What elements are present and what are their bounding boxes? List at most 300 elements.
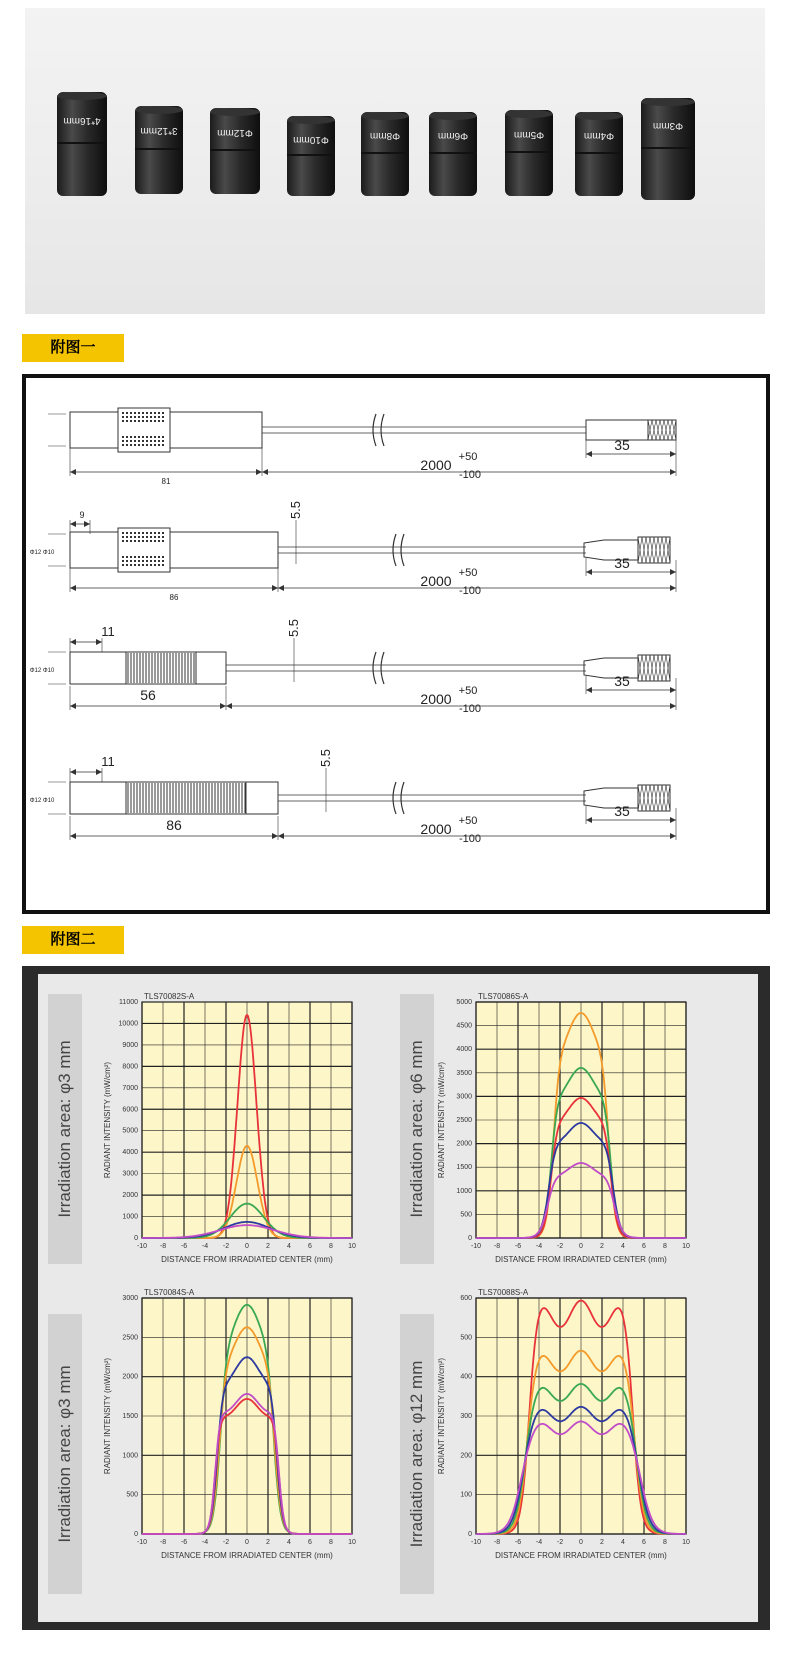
connector-length-label: 35 <box>614 803 630 819</box>
clamp-dot <box>142 416 144 418</box>
body-length-label: 81 <box>161 477 171 486</box>
arrow-head <box>670 833 676 839</box>
chart-title: TLS70084S-A <box>144 1288 195 1297</box>
clamp-dot <box>162 412 164 414</box>
side-label-4: Irradiation area: φ12 mm <box>400 1314 434 1594</box>
x-tick-label: -8 <box>493 1539 501 1546</box>
lens-product <box>135 106 183 194</box>
clamp-dot <box>158 532 160 534</box>
clamp-dot <box>134 436 136 438</box>
cable-break <box>393 782 396 814</box>
x-tick-label: 8 <box>663 1243 667 1250</box>
clamp-dot <box>130 420 132 422</box>
clamp-dot <box>142 420 144 422</box>
connector-body <box>584 788 638 808</box>
x-tick-label: 10 <box>682 1243 690 1250</box>
arrow-head <box>670 703 676 709</box>
chart-panel <box>22 966 770 1630</box>
clamp-dot <box>126 420 128 422</box>
clamp-dot <box>146 420 148 422</box>
lens-band <box>641 147 695 149</box>
clamp-dot <box>130 444 132 446</box>
x-tick-label: 4 <box>287 1243 291 1250</box>
clamp-dot <box>158 420 160 422</box>
x-tick-label: 4 <box>621 1539 625 1546</box>
technical-drawing-panel <box>22 374 770 914</box>
clamp-dot <box>162 556 164 558</box>
clamp-dot <box>146 412 148 414</box>
clamp-dot <box>150 560 152 562</box>
clamp-dot <box>126 444 128 446</box>
clamp-dot <box>146 540 148 542</box>
y-tick-label: 0 <box>134 1235 138 1242</box>
x-tick-label: 10 <box>348 1539 356 1546</box>
y-axis-label: RADIANT INTENSITY (mW/cm²) <box>437 1061 446 1179</box>
lens-band <box>57 142 107 144</box>
clamp-dot <box>162 536 164 538</box>
connector-length-label: 35 <box>614 437 630 453</box>
clamp-dot <box>158 412 160 414</box>
clamp-dot <box>142 540 144 542</box>
lens-product <box>505 110 553 196</box>
y-tick-label: 0 <box>468 1531 472 1538</box>
x-tick-label: -2 <box>222 1539 230 1546</box>
clamp-dot <box>162 560 164 562</box>
clamp-dot <box>142 444 144 446</box>
clamp-dot <box>142 560 144 562</box>
clamp-dot <box>122 564 124 566</box>
clamp-dot <box>154 532 156 534</box>
tolerance-minus: -100 <box>458 833 482 845</box>
arrow-head <box>272 833 278 839</box>
y-tick-label: 300 <box>460 1413 472 1420</box>
probe-body <box>70 532 278 568</box>
clamp-dot <box>158 536 160 538</box>
offset-label: 11 <box>101 624 115 639</box>
clamp-dot <box>134 564 136 566</box>
x-tick-label: -8 <box>493 1243 501 1250</box>
y-tick-label: 2000 <box>456 1140 472 1148</box>
x-tick-label: -4 <box>201 1243 209 1250</box>
clamp-dot <box>130 532 132 534</box>
clamp-dot <box>162 436 164 438</box>
cable-diameter-label: 5.5 <box>288 500 303 520</box>
x-tick-label: 10 <box>682 1539 690 1546</box>
cable-break <box>373 652 376 684</box>
clamp-dot <box>130 412 132 414</box>
lens-label: Φ6mm <box>437 130 469 142</box>
arrow-head <box>586 451 592 457</box>
arrow-head <box>670 569 676 575</box>
arrow-head <box>96 639 102 645</box>
ribbed-section <box>126 782 246 814</box>
clamp-dot <box>158 556 160 558</box>
y-tick-label: 1000 <box>122 1213 138 1221</box>
y-tick-label: 2000 <box>122 1373 138 1381</box>
clamp-dot <box>150 412 152 414</box>
clamp-dot <box>158 560 160 562</box>
clamp-dot <box>158 444 160 446</box>
clamp-dot <box>162 444 164 446</box>
connector-body <box>584 658 638 678</box>
clamp-dot <box>158 440 160 442</box>
x-tick-label: 2 <box>266 1539 270 1546</box>
clamp-dot <box>150 444 152 446</box>
x-axis-label: DISTANCE FROM IRRADIATED CENTER (mm) <box>495 1551 667 1560</box>
y-tick-label: 8000 <box>122 1063 138 1071</box>
clamp-dot <box>146 536 148 538</box>
chart-title: TLS70086S-A <box>478 992 529 1001</box>
clamp-dot <box>150 420 152 422</box>
clamp-dot <box>126 536 128 538</box>
diameter-note: Φ12 Φ10 <box>29 550 55 556</box>
y-tick-label: 500 <box>460 1334 472 1342</box>
y-axis-label: RADIANT INTENSITY (mW/cm²) <box>437 1357 446 1475</box>
intensity-charts <box>38 974 758 1622</box>
clamp-dot <box>162 416 164 418</box>
arrow-head <box>70 703 76 709</box>
y-tick-label: 500 <box>126 1491 138 1499</box>
arrow-head <box>256 469 262 475</box>
clamp-dot <box>126 436 128 438</box>
clamp-dot <box>162 564 164 566</box>
y-tick-label: 7000 <box>122 1084 138 1092</box>
x-axis-label: DISTANCE FROM IRRADIATED CENTER (mm) <box>161 1551 333 1560</box>
clamp-dot <box>138 444 140 446</box>
tolerance-minus: -100 <box>458 469 482 481</box>
arrow-head <box>220 703 226 709</box>
clamp-dot <box>130 440 132 442</box>
x-tick-label: 8 <box>329 1243 333 1250</box>
cable-length-label: 2000 <box>420 821 452 837</box>
y-tick-label: 3000 <box>122 1295 138 1302</box>
arrow-head <box>278 585 284 591</box>
body-length-label: 86 <box>166 817 182 833</box>
arrow-head <box>670 469 676 475</box>
y-tick-label: 4500 <box>456 1022 472 1030</box>
y-tick-label: 9000 <box>122 1041 138 1049</box>
y-tick-label: 0 <box>468 1235 472 1242</box>
arrow-head <box>70 639 76 645</box>
arrow-head <box>670 451 676 457</box>
tolerance-minus: -100 <box>458 585 482 597</box>
clamp-dot <box>142 564 144 566</box>
clamp-dot <box>134 560 136 562</box>
cable-length-label: 2000 <box>420 691 452 707</box>
arrow-head <box>586 569 592 575</box>
lens-band <box>575 152 623 154</box>
y-tick-label: 0 <box>134 1531 138 1538</box>
tolerance-plus: +50 <box>458 567 478 579</box>
clamp-dot <box>138 412 140 414</box>
clamp-dot <box>138 536 140 538</box>
clamp-dot <box>122 540 124 542</box>
diameter-note: Φ12 Φ10 <box>29 668 55 674</box>
clamp-dot <box>142 536 144 538</box>
clamp-dot <box>122 532 124 534</box>
x-tick-label: -2 <box>222 1243 230 1250</box>
tolerance-plus: +50 <box>458 451 478 463</box>
lens-band <box>287 154 335 156</box>
x-tick-label: 2 <box>600 1243 604 1250</box>
lens-band <box>361 152 409 154</box>
arrow-head <box>84 521 90 527</box>
lens-product <box>287 116 335 196</box>
clamp-dot <box>154 436 156 438</box>
x-tick-label: -6 <box>514 1243 522 1250</box>
x-tick-label: 0 <box>245 1539 249 1546</box>
clamp-dot <box>154 412 156 414</box>
clamp-dot <box>154 560 156 562</box>
tolerance-plus: +50 <box>458 685 478 697</box>
clamp-dot <box>158 540 160 542</box>
cable-diameter-label: 5.5 <box>286 618 301 638</box>
lens-product <box>210 108 260 194</box>
clamp-dot <box>154 420 156 422</box>
x-tick-label: -10 <box>136 1243 148 1250</box>
clamp-dot <box>134 420 136 422</box>
lens-product <box>575 112 623 196</box>
arrow-head <box>586 687 592 693</box>
y-tick-label: 3000 <box>122 1170 138 1178</box>
clamp-dot <box>154 416 156 418</box>
x-tick-label: 6 <box>642 1539 646 1546</box>
clamp-dot <box>146 440 148 442</box>
side-label-2: Irradiation area: φ6 mm <box>400 994 434 1264</box>
y-tick-label: 200 <box>460 1452 472 1460</box>
y-tick-label: 2500 <box>456 1117 472 1124</box>
clamp-dot <box>162 420 164 422</box>
arrow-head <box>70 521 76 527</box>
figure2-tag: 附图二 <box>22 926 124 954</box>
x-tick-label: 10 <box>348 1243 356 1250</box>
y-tick-label: 100 <box>460 1491 472 1499</box>
y-tick-label: 4000 <box>456 1046 472 1054</box>
cable-break <box>401 782 404 814</box>
offset-label: 9 <box>79 510 85 520</box>
clamp-dot <box>134 416 136 418</box>
x-tick-label: -8 <box>159 1243 167 1250</box>
y-tick-label: 11000 <box>119 999 138 1006</box>
arrow-head <box>670 817 676 823</box>
clamp-dot <box>146 560 148 562</box>
technical-drawings <box>26 378 766 910</box>
y-tick-label: 4000 <box>122 1149 138 1157</box>
lens-label: 3*12mm <box>140 125 178 137</box>
y-tick-label: 400 <box>460 1373 472 1381</box>
lens-band <box>210 149 260 151</box>
clamp-dot <box>142 532 144 534</box>
clamp-dot <box>138 416 140 418</box>
clamp-dot <box>138 556 140 558</box>
cable-break <box>401 534 404 566</box>
x-tick-label: 6 <box>642 1243 646 1250</box>
lens-label: Φ10mm <box>293 133 329 145</box>
clamp-dot <box>130 564 132 566</box>
clamp-dot <box>150 540 152 542</box>
offset-label: 11 <box>101 754 115 769</box>
figure1-tag: 附图一 <box>22 334 124 362</box>
connector-length-label: 35 <box>614 555 630 571</box>
clamp-dot <box>146 564 148 566</box>
clamp-dot <box>158 416 160 418</box>
x-axis-label: DISTANCE FROM IRRADIATED CENTER (mm) <box>161 1255 333 1264</box>
arrow-head <box>70 833 76 839</box>
lens-band <box>135 148 183 150</box>
clamp-dot <box>138 564 140 566</box>
y-tick-label: 1000 <box>456 1187 472 1195</box>
clamp-dot <box>138 436 140 438</box>
arrow-head <box>96 769 102 775</box>
cable-length-label: 2000 <box>420 457 452 473</box>
cable-break <box>381 414 384 446</box>
clamp-dot <box>130 560 132 562</box>
arrow-head <box>262 469 268 475</box>
lens-band <box>429 152 477 154</box>
clamp-dot <box>146 532 148 534</box>
clamp-dot <box>130 540 132 542</box>
lens-label: Φ12mm <box>217 126 253 138</box>
side-label-3: Irradiation area: φ3 mm <box>48 1314 82 1594</box>
x-tick-label: -6 <box>180 1539 188 1546</box>
body-length-label: 86 <box>169 593 179 602</box>
connector-body <box>584 540 638 560</box>
clamp-dot <box>154 440 156 442</box>
clamp-dot <box>122 536 124 538</box>
product-photo <box>25 8 765 314</box>
x-tick-label: -10 <box>470 1243 482 1250</box>
clamp-dot <box>146 416 148 418</box>
x-tick-label: -6 <box>180 1243 188 1250</box>
clamp-dot <box>138 532 140 534</box>
lens-product <box>361 112 409 196</box>
arrow-head <box>226 703 232 709</box>
x-tick-label: 6 <box>308 1539 312 1546</box>
body-length-label: 56 <box>140 687 156 703</box>
y-tick-label: 2000 <box>122 1192 138 1200</box>
clamp-dot <box>134 556 136 558</box>
clamp-dot <box>154 444 156 446</box>
clamp-dot <box>122 556 124 558</box>
x-tick-label: -2 <box>556 1243 564 1250</box>
chart-title: TLS70088S-A <box>478 1288 529 1297</box>
x-tick-label: -8 <box>159 1539 167 1546</box>
clamp-dot <box>126 532 128 534</box>
x-axis-label: DISTANCE FROM IRRADIATED CENTER (mm) <box>495 1255 667 1264</box>
arrow-head <box>670 585 676 591</box>
cable-length-label: 2000 <box>420 573 452 589</box>
x-tick-label: -4 <box>535 1539 543 1546</box>
clamp-dot <box>134 444 136 446</box>
connector-length-label: 35 <box>614 673 630 689</box>
y-tick-label: 5000 <box>456 999 472 1006</box>
clamp-dot <box>126 416 128 418</box>
clamp-dot <box>122 440 124 442</box>
clamp-dot <box>126 556 128 558</box>
clamp-dot <box>138 540 140 542</box>
arrow-head <box>70 585 76 591</box>
chart-panel-inner <box>38 974 758 1622</box>
x-tick-label: 8 <box>663 1539 667 1546</box>
clamp-dot <box>122 444 124 446</box>
side-label-1: Irradiation area: φ3 mm <box>48 994 82 1264</box>
clamp-dot <box>142 440 144 442</box>
clamp-dot <box>154 540 156 542</box>
y-tick-label: 500 <box>460 1211 472 1219</box>
x-tick-label: -10 <box>136 1539 148 1546</box>
clamp-dot <box>122 560 124 562</box>
clamp-dot <box>138 560 140 562</box>
x-tick-label: 4 <box>621 1243 625 1250</box>
x-tick-label: -10 <box>470 1539 482 1546</box>
lens-product <box>57 92 107 196</box>
lens-product <box>641 98 695 200</box>
clamp-dot <box>126 560 128 562</box>
x-tick-label: -4 <box>201 1539 209 1546</box>
cable-break <box>373 414 376 446</box>
clamp-dot <box>126 540 128 542</box>
arrow-head <box>670 687 676 693</box>
clamp-dot <box>134 540 136 542</box>
clamp-dot <box>154 556 156 558</box>
clamp-dot <box>130 436 132 438</box>
x-tick-label: -6 <box>514 1539 522 1546</box>
x-tick-label: 8 <box>329 1539 333 1546</box>
clamp-dot <box>134 440 136 442</box>
x-tick-label: -4 <box>535 1243 543 1250</box>
y-axis-label: RADIANT INTENSITY (mW/cm²) <box>103 1061 112 1179</box>
cable-break <box>381 652 384 684</box>
y-tick-label: 600 <box>460 1295 472 1302</box>
lens-label: Φ3mm <box>652 120 684 132</box>
clamp-dot <box>134 412 136 414</box>
clamp-dot <box>126 440 128 442</box>
x-tick-label: 0 <box>579 1243 583 1250</box>
clamp-dot <box>142 556 144 558</box>
lens-label: Φ5mm <box>513 128 545 140</box>
clamp-dot <box>150 556 152 558</box>
clamp-dot <box>150 440 152 442</box>
clamp-dot <box>162 540 164 542</box>
arrow-head <box>70 769 76 775</box>
clamp-dot <box>122 436 124 438</box>
clamp-dot <box>158 436 160 438</box>
y-tick-label: 10000 <box>118 1020 138 1028</box>
clamp-dot <box>150 436 152 438</box>
x-tick-label: 2 <box>600 1539 604 1546</box>
lens-label: Φ4mm <box>583 130 615 142</box>
chart-title: TLS70082S-A <box>144 992 195 1001</box>
clamp-dot <box>150 416 152 418</box>
clamp-dot <box>134 536 136 538</box>
clamp-dot <box>142 436 144 438</box>
y-tick-label: 1000 <box>122 1452 138 1460</box>
diameter-note: Φ12 Φ10 <box>29 798 55 804</box>
clamp-dot <box>154 564 156 566</box>
y-tick-label: 1500 <box>456 1164 472 1172</box>
y-axis-label: RADIANT INTENSITY (mW/cm²) <box>103 1357 112 1475</box>
clamp-dot <box>130 536 132 538</box>
y-tick-label: 2500 <box>122 1334 138 1342</box>
cable-break <box>393 534 396 566</box>
arrow-head <box>586 817 592 823</box>
clamp-dot <box>138 420 140 422</box>
x-tick-label: 4 <box>287 1539 291 1546</box>
clamp-dot <box>130 556 132 558</box>
x-tick-label: -2 <box>556 1539 564 1546</box>
y-tick-label: 5000 <box>122 1127 138 1135</box>
clamp-dot <box>122 416 124 418</box>
